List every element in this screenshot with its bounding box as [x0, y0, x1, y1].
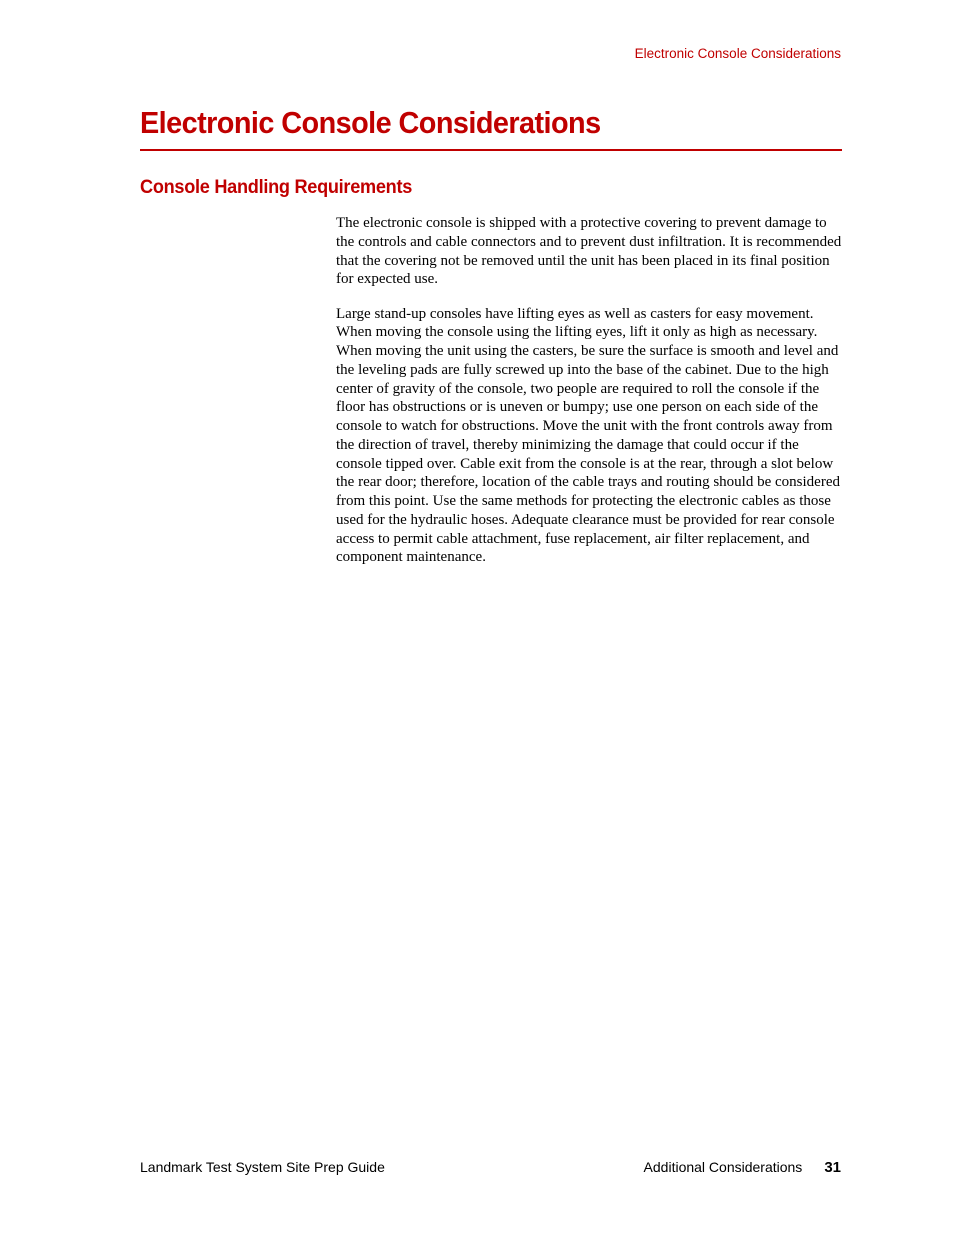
paragraph-1: The electronic console is shipped with a protective covering to prevent damage to the controls and cable connectors and to prevent dust infiltration. It is recommended that the covering not be removed until the unit has been placed in its final position for expected use. — [336, 215, 842, 288]
footer-right — [644, 1159, 841, 1176]
title-rule — [140, 149, 842, 151]
paragraph-2: Large stand-up consoles have lifting eyes as well as casters for easy movement. When moving the console using the lifting eyes, lift it only as high as necessary. When moving the unit using the casters, be sure the surface is smooth and level and the leveling pads are fully screwed up into the base of the cabinet. Due to the high center of gravity of the console, two people are required to roll the console if the floor has obstructions or is uneven or bumpy; use one person on each side of the console to watch for obstructions. Move the unit with the front controls away from the direction of travel, thereby minimizing the damage that could occur if the console tipped over. Cable exit from the console is at the rear, through a slot below the rear door; therefore, location of the cable trays and routing should be considered from this point. Use the same methods for protecting the electronic cables as those used for the hydraulic hoses. Adequate clearance must be provided for rear console access to permit cable attachment, fuse replacement, air filter replacement, and component maintenance. — [336, 305, 840, 566]
chapter-title: Electronic Console Considerations — [140, 105, 601, 140]
page-number: 31 — [824, 1159, 841, 1176]
running-header: Electronic Console Considerations — [634, 46, 841, 61]
section-heading: Console Handling Requirements — [140, 176, 413, 198]
footer-document-title: Landmark Test System Site Prep Guide — [140, 1159, 385, 1175]
footer-chapter-name: Additional Considerations — [643, 1159, 803, 1175]
body-text — [336, 214, 842, 583]
